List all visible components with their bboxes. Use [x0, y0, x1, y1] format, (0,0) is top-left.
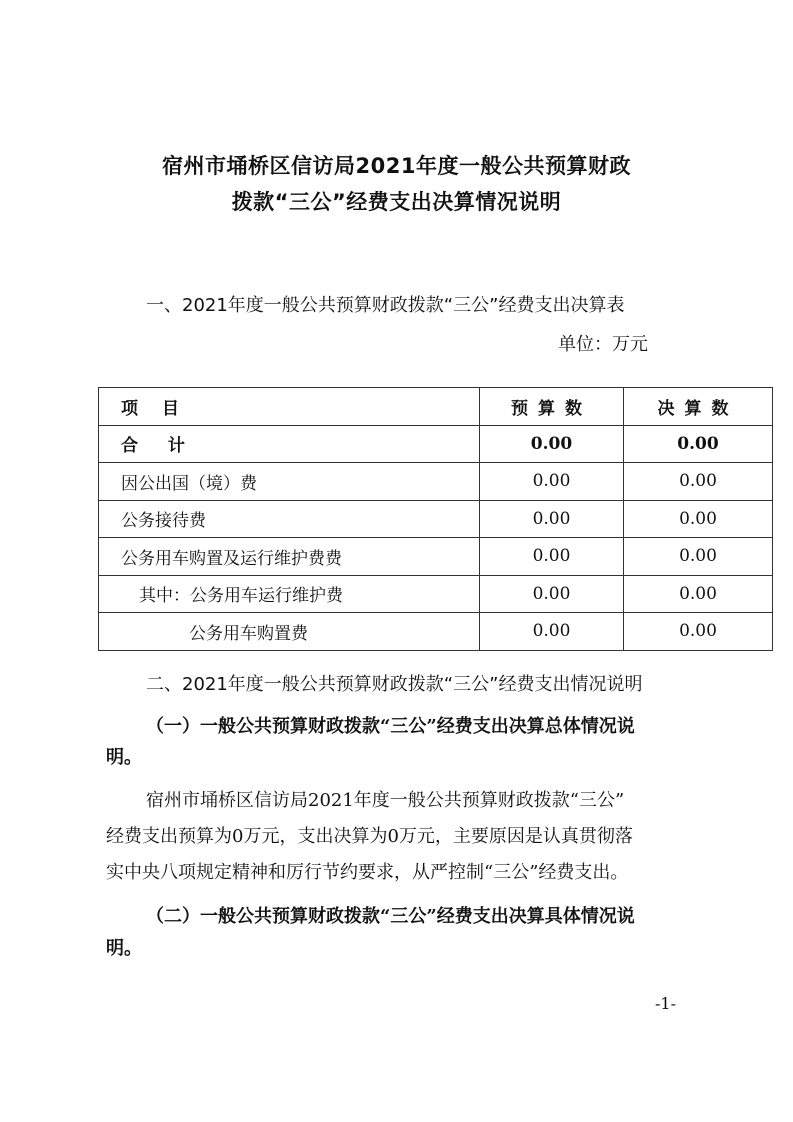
header-actual: 决算数: [624, 388, 773, 426]
paragraph-line: 经费支出预算为0万元，支出决算为0万元，主要原因是认真贯彻落: [106, 826, 633, 847]
row-budget: 0.00: [480, 425, 624, 463]
subsection1-heading-cont: 明。: [106, 747, 142, 768]
unit-label: 单位：万元: [558, 334, 648, 355]
section2-heading: 二、2021年度一般公共预算财政拨款“三公”经费支出情况说明: [146, 674, 643, 695]
header-budget: 预算数: [480, 388, 624, 426]
row-budget: 0.00: [480, 538, 624, 576]
subsection1-heading: （一）一般公共预算财政拨款“三公”经费支出决算总体情况说: [146, 716, 635, 737]
row-actual: 0.00: [624, 575, 773, 613]
table-row: [99, 613, 773, 651]
row-label: 其中：公务用车运行维护费: [99, 575, 480, 613]
row-label: 公务用车购置及运行维护费费: [99, 538, 480, 576]
row-budget: 0.00: [480, 463, 624, 501]
row-label: 合 计: [99, 425, 480, 463]
header-item: 项目: [99, 388, 480, 426]
row-label: 因公出国（境）费: [99, 463, 480, 501]
subsection2-heading: （二）一般公共预算财政拨款“三公”经费支出决算具体情况说: [146, 906, 635, 927]
document-title-line2: 拨款“三公”经费支出决算情况说明: [231, 190, 562, 214]
section1-heading: 一、2021年度一般公共预算财政拨款“三公”经费支出决算表: [146, 295, 625, 316]
row-label: 公务用车购置费: [99, 613, 480, 651]
row-budget: 0.00: [480, 575, 624, 613]
subsection2-heading-cont: 明。: [106, 938, 142, 959]
paragraph-line: 实中央八项规定精神和厉行节约要求，从严控制“三公”经费支出。: [106, 862, 629, 883]
three-public-expenses-table: [98, 387, 773, 651]
row-budget: 0.00: [480, 613, 624, 651]
document-title-line1: 宿州市埇桥区信访局2021年度一般公共预算财政: [162, 154, 631, 178]
row-actual: 0.00: [624, 500, 773, 538]
row-actual: 0.00: [624, 538, 773, 576]
table-row: [99, 463, 773, 501]
row-actual: 0.00: [624, 613, 773, 651]
table-row: [99, 425, 773, 463]
table-row: [99, 538, 773, 576]
paragraph-line: 宿州市埇桥区信访局2021年度一般公共预算财政拨款“三公”: [146, 790, 625, 811]
row-actual: 0.00: [624, 425, 773, 463]
table-header-row: [99, 388, 773, 426]
table-row: [99, 500, 773, 538]
page-number: -1-: [655, 994, 676, 1013]
table-row: [99, 575, 773, 613]
row-label: 公务接待费: [99, 500, 480, 538]
row-actual: 0.00: [624, 463, 773, 501]
row-budget: 0.00: [480, 500, 624, 538]
